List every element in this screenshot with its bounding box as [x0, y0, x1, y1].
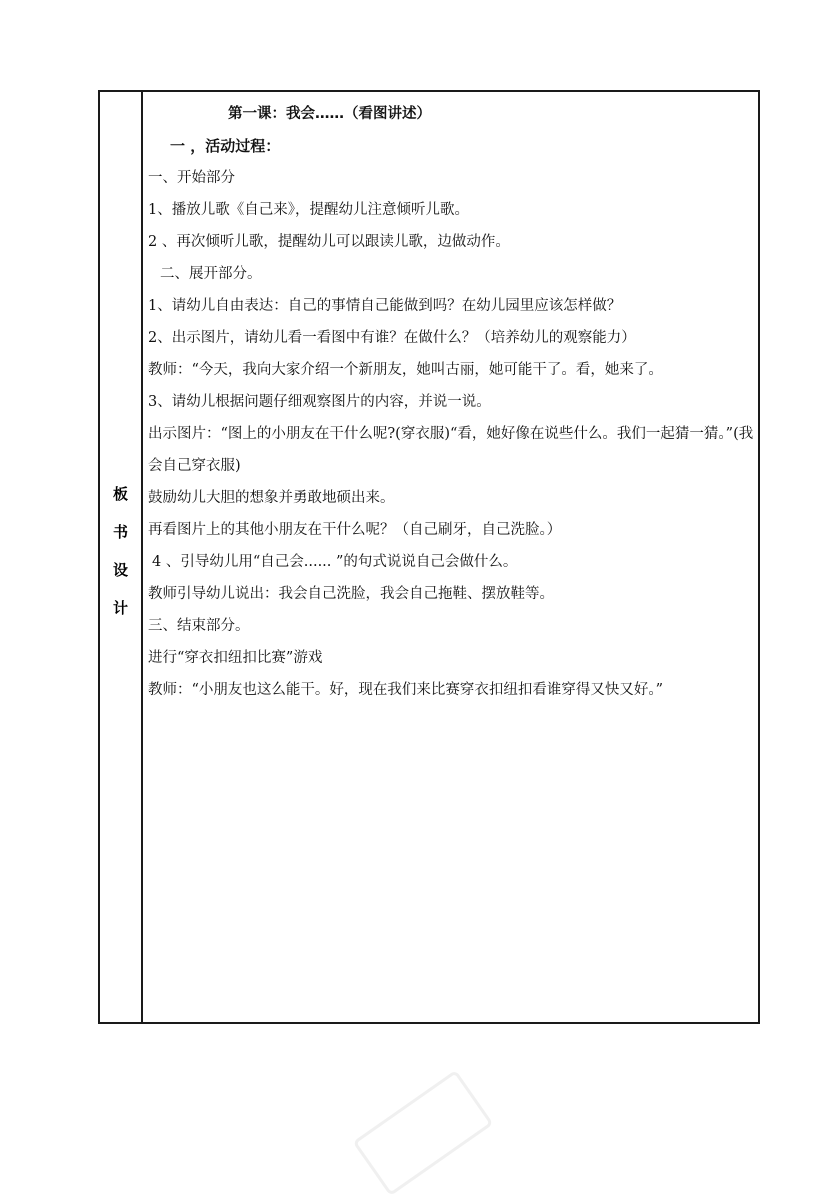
side-label-char: 书: [112, 523, 128, 541]
text-line: 鼓励幼儿大胆的想象并勇敢地硕出来。: [148, 490, 395, 506]
text-line: 三、结束部分。: [148, 618, 250, 634]
text-line: 4 、引导幼儿用“自己会...... ”的句式说说自己会做什么。: [152, 554, 518, 570]
text-line: 教师：“小朋友也这么能干。好，现在我们来比赛穿衣扣纽扣看谁穿得又快又好。”: [148, 682, 664, 698]
side-label-char: 板: [112, 485, 128, 503]
text-line: 进行“穿衣扣纽扣比赛”游戏: [148, 650, 323, 666]
text-line: 再看图片上的其他小朋友在干什么呢？（自己刷牙，自己洗脸。）: [148, 522, 562, 538]
side-label: [100, 482, 141, 634]
text-line: 1、请幼儿自由表达：自己的事情自己能做到吗？在幼儿园里应该怎样做？: [148, 298, 622, 314]
side-column: [100, 92, 143, 1022]
lesson-table: [98, 90, 760, 1024]
faint-watermark: [352, 1070, 493, 1196]
text-paragraph: 出示图片：“图上的小朋友在干什么呢?(穿衣服)“看，她好像在说些什么。我们一起猜一猜。”(我会自己穿衣服): [148, 426, 754, 474]
side-label-char: 计: [112, 599, 128, 617]
text-line: 2、出示图片，请幼儿看一看图中有谁？在做什么？（培养幼儿的观察能力）: [148, 330, 636, 346]
lesson-content: [148, 98, 758, 706]
side-label-char: 设: [112, 561, 128, 579]
text-line: 1、播放儿歌《自己来》，提醒幼儿注意倾听儿歌。: [148, 202, 469, 218]
text-line: 一、开始部分: [148, 170, 235, 186]
text-line: 二、展开部分。: [160, 266, 262, 282]
text-line: 教师：“今天，我向大家介绍一个新朋友，她叫古丽，她可能干了。看，她来了。: [148, 362, 663, 378]
text-line: 2 、再次倾听儿歌，提醒幼儿可以跟读儿歌，边做动作。: [148, 234, 510, 250]
lesson-title: 第一课：我会……（看图讲述）: [228, 106, 431, 122]
section-heading: 一 ，活动过程：: [170, 137, 281, 155]
text-line: 教师引导幼儿说出：我会自己洗脸，我会自己拖鞋、摆放鞋等。: [148, 586, 554, 602]
text-line: 3、请幼儿根据问题仔细观察图片的内容，并说一说。: [148, 394, 491, 410]
